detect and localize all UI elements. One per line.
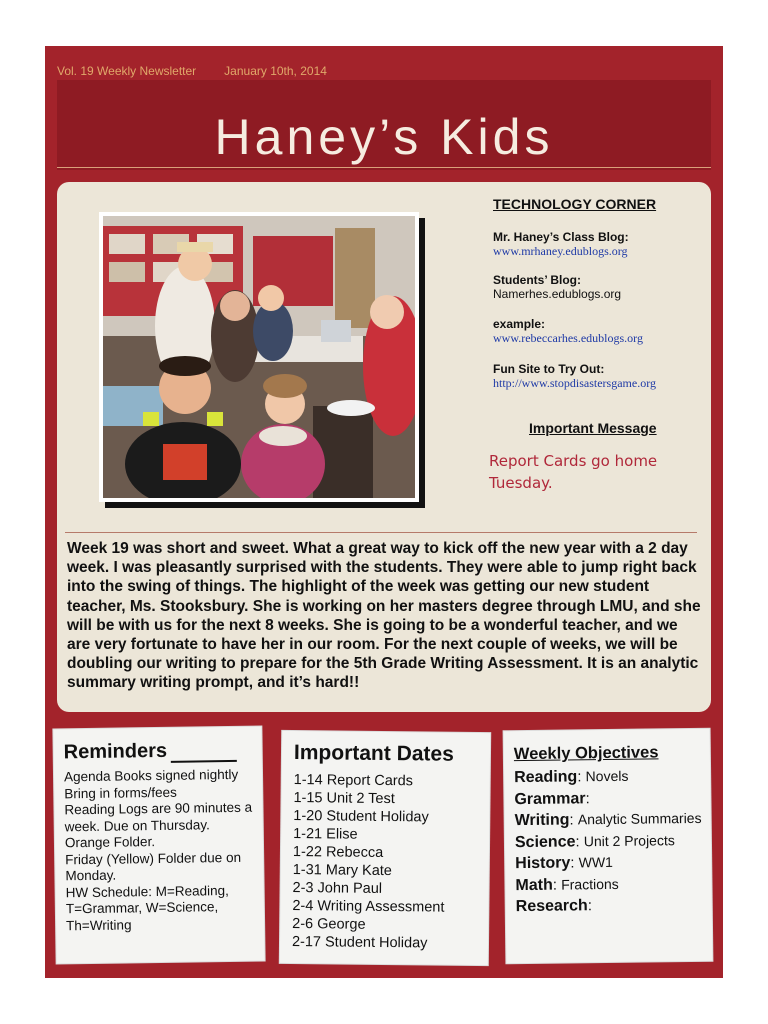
class-photo-icon <box>103 216 415 498</box>
list-item: 2-6 George <box>292 916 366 933</box>
objectives-list <box>514 765 706 918</box>
weekly-story: Week 19 was short and sweet. What a great way to kick off the new year with a 2 day week. I was pleasantly surprised with the students. They were able to jump right back into the swing of things. The highlight of the week was getting our new student teacher, Ms. Stooksbury. She is working on her masters degree through LMU, and she will be with us for the next 8 weeks. She is going to be a wonderful teacher, and we are very fortunate to have her in our room. For the next couple of weeks, we will be doubling our writing to prepare for the 5th Grade Writing Assessment. It is an analytic summary writing prompt, and it’s hard!! <box>67 540 701 692</box>
important-dates-note <box>280 731 490 965</box>
list-item: 1-20 Student Holiday <box>293 808 429 826</box>
list-item: HW Schedule: M=Reading, T=Grammar, W=Science, Th=Writing <box>65 882 229 933</box>
list-item: 1-22 Rebecca <box>292 844 384 861</box>
list-item: 1-21 Elise <box>293 826 358 843</box>
newsletter-title: Haney’s Kids <box>214 109 554 165</box>
list-item: Orange Folder. <box>64 834 156 851</box>
story-divider <box>65 532 697 533</box>
students-blog-label: Students’ Blog: <box>493 273 581 287</box>
list-item: Reading: Novels <box>514 767 629 787</box>
class-blog-label: Mr. Haney’s Class Blog: <box>493 230 629 244</box>
reminders-list <box>64 767 262 935</box>
issue-date: January 10th, 2014 <box>224 64 327 78</box>
issue-meta <box>57 64 327 78</box>
list-item: 1-31 Mary Kate <box>292 862 392 880</box>
list-item: 2-3 John Paul <box>292 880 383 897</box>
fun-site-label: Fun Site to Try Out: <box>493 362 605 376</box>
reminders-note <box>53 727 264 964</box>
important-message-body: Report Cards go home Tuesday. <box>489 452 658 492</box>
list-item: History: WW1 <box>515 853 613 873</box>
important-dates-heading: Important Dates <box>293 741 454 766</box>
list-item: Agenda Books signed nightly <box>63 766 239 785</box>
important-dates-list <box>292 771 446 953</box>
list-item: Research: <box>515 897 593 916</box>
list-item: 2-4 Writing Assessment <box>292 898 445 916</box>
list-item: 2-17 Student Holiday <box>291 934 428 952</box>
list-item: Science: Unit 2 Projects <box>514 831 675 851</box>
newsletter-page <box>45 46 723 978</box>
important-message-heading: Important Message <box>529 420 657 436</box>
example-label: example: <box>493 317 546 331</box>
list-item: Friday (Yellow) Folder due on Monday. <box>65 849 242 884</box>
list-item: 1-14 Report Cards <box>293 772 414 790</box>
list-item: Writing: Analytic Summaries <box>514 809 702 830</box>
list-item: 1-15 Unit 2 Test <box>293 790 395 808</box>
volume-label: Vol. 19 Weekly Newsletter <box>57 64 197 78</box>
main-card <box>57 182 711 712</box>
tech-heading: TECHNOLOGY CORNER <box>493 196 657 212</box>
weekly-objectives-note <box>504 729 713 963</box>
list-item: Bring in forms/fees <box>64 784 177 801</box>
class-blog-link[interactable]: www.mrhaney.edublogs.org <box>493 244 628 258</box>
photo-frame <box>99 212 419 502</box>
title-divider <box>57 167 711 168</box>
fun-site-link[interactable]: http://www.stopdisastersgame.org <box>493 376 656 390</box>
weekly-objectives-heading: Weekly Objectives <box>513 743 659 764</box>
list-item: Math: Fractions <box>515 875 619 894</box>
students-blog-value: Namerhes.edublogs.org <box>493 287 622 301</box>
reminders-heading: Reminders <box>64 739 238 764</box>
list-item: Grammar: <box>514 789 590 808</box>
list-item: Reading Logs are 90 minutes a week. Due on Thursday. <box>64 799 253 834</box>
example-link[interactable]: www.rebeccarhes.edublogs.org <box>493 331 643 345</box>
technology-corner <box>493 196 703 391</box>
